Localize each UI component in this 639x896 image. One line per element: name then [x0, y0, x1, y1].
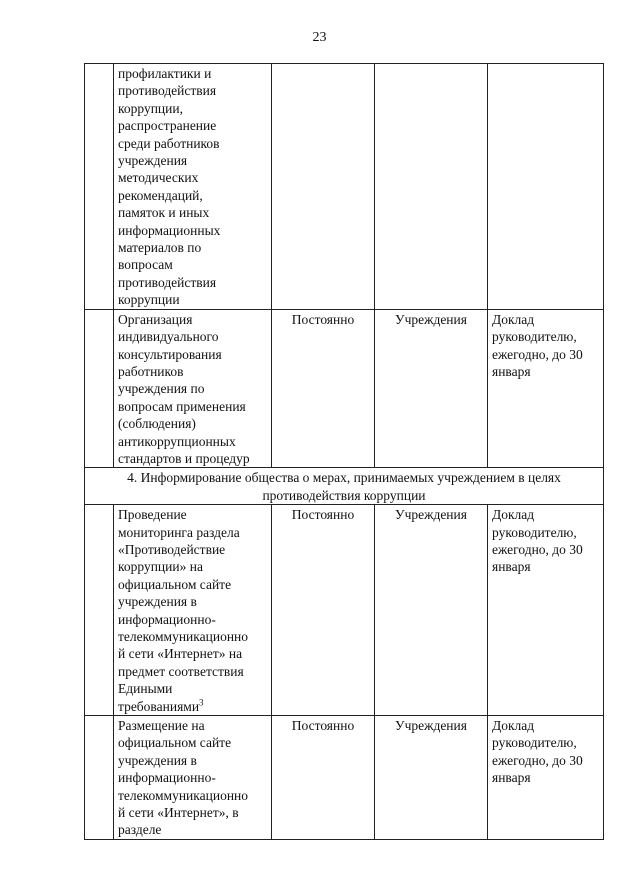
term-cell: [272, 716, 375, 840]
term: Постоянно: [291, 718, 355, 734]
report-cell: [488, 64, 604, 310]
measure-name-cell: [114, 309, 272, 468]
term-cell: [272, 64, 375, 310]
table-row: [85, 505, 604, 716]
section-header-row: [85, 468, 604, 505]
report: Доклад руководителю, ежегодно, до 30 января: [492, 718, 583, 786]
responsible-cell: [375, 309, 488, 468]
row-number-cell: [85, 64, 114, 310]
measure-name: [118, 506, 267, 715]
measure-name-text: Проведение мониторинга раздела «Противодействие коррупции» на официальном сайте учреждения в информационно- телекоммуникационно й сети «Интернет» на предмет соответствия Едиными требованиями: [118, 507, 249, 714]
measure-name: Организация индивидуального консультирования работников учреждения по вопросам применения (соблюдения) антикоррупционных стандартов и процедур: [118, 311, 250, 466]
report: Доклад руководителю, ежегодно, до 30 января: [492, 311, 583, 379]
footnote-marker: 3: [199, 697, 204, 708]
responsible: Учреждения: [395, 507, 467, 523]
table-row: [85, 64, 604, 310]
measure-name-cell: [114, 64, 272, 310]
measure-name: профилактики и противодействия коррупции, распространение среди работников учреждения методических рекомендаций, памяток и иных информационных материалов по вопросам противодействия коррупции: [118, 66, 221, 308]
row-number-cell: [85, 309, 114, 468]
term-cell: [272, 309, 375, 468]
report-cell: [488, 716, 604, 840]
row-number-cell: [85, 716, 114, 840]
row-number-cell: [85, 505, 114, 716]
report: Доклад руководителю, ежегодно, до 30 января: [492, 507, 583, 575]
responsible-cell: [375, 505, 488, 716]
report-cell: [488, 505, 604, 716]
responsible: Учреждения: [395, 718, 467, 734]
responsible-cell: [375, 64, 488, 310]
section-title: 4. Информирование общества о мерах, принимаемых учреждением в целях противодействия коррупции: [85, 468, 604, 505]
anticorruption-plan-table: [84, 63, 604, 840]
term-cell: [272, 505, 375, 716]
measure-name-cell: [114, 505, 272, 716]
term: Постоянно: [291, 507, 355, 523]
table-row: [85, 309, 604, 468]
responsible: Учреждения: [395, 311, 467, 327]
page-number: 23: [312, 30, 327, 45]
table-row: [85, 716, 604, 840]
measure-name-cell: [114, 716, 272, 840]
measure-name: Размещение на официальном сайте учреждения в информационно- телекоммуникационно й сети «Интернет», в разделе: [118, 718, 249, 838]
term: Постоянно: [291, 311, 355, 327]
responsible-cell: [375, 716, 488, 840]
report-cell: [488, 309, 604, 468]
